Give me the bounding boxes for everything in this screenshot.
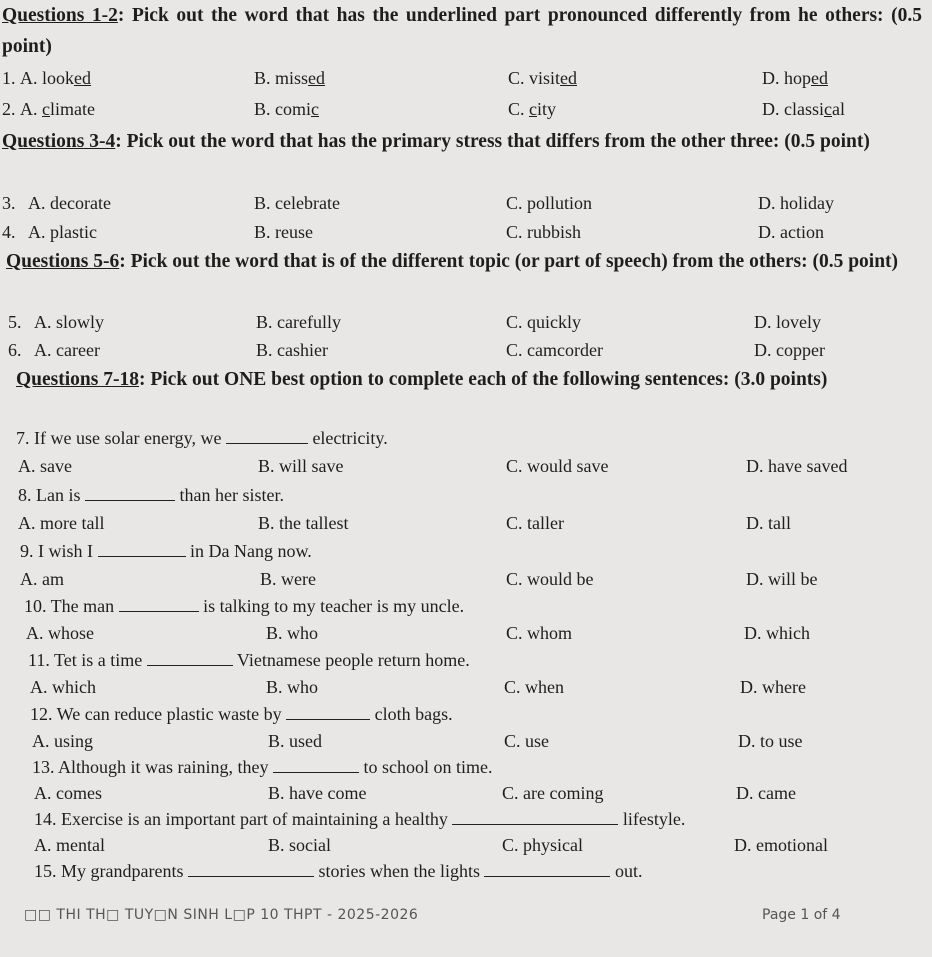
option-a: A. plastic bbox=[28, 222, 97, 242]
option-d: D. classical bbox=[762, 99, 845, 119]
option-a: A. career bbox=[34, 340, 100, 360]
option-b: B. comic bbox=[254, 99, 319, 119]
option-a: A. decorate bbox=[28, 193, 111, 213]
section-3-instructions: Questions 5-6: Pick out the word that is of the different topic (or part of speech) from the others: (0.5 point) bbox=[6, 251, 899, 272]
option-b: B. social bbox=[268, 835, 331, 855]
option-b: B. who bbox=[266, 623, 319, 643]
question-11-options bbox=[0, 673, 932, 701]
option-c: C. when bbox=[504, 677, 564, 697]
question-8-options bbox=[0, 509, 932, 537]
question-14-options bbox=[0, 831, 932, 859]
option-b: B. the tallest bbox=[258, 513, 349, 533]
option-d: D. which bbox=[744, 623, 810, 643]
question-11-stem: 11. Tet is a time Vietnamese people return home. bbox=[28, 650, 470, 670]
option-b: B. were bbox=[260, 569, 316, 589]
option-c: C. pollution bbox=[506, 193, 593, 213]
option-c: C. would be bbox=[506, 569, 594, 589]
question-10-options bbox=[0, 619, 932, 647]
section-heading: Questions 1-2 bbox=[2, 5, 118, 26]
option-c: C. would save bbox=[506, 456, 609, 476]
option-c: C. visited bbox=[508, 68, 578, 88]
question-7-stem: 7. If we use solar energy, we electricity. bbox=[16, 428, 388, 448]
section-4-instructions: Questions 7-18: Pick out ONE best option to complete each of the following sentences: (3.0 points) bbox=[16, 369, 828, 390]
option-a: A. more tall bbox=[18, 513, 105, 533]
option-c: C. physical bbox=[502, 835, 583, 855]
question-1: 1. A. looked B. missed C. visited D. hoped bbox=[0, 64, 932, 92]
option-c: C. camcorder bbox=[506, 340, 603, 360]
option-a: A. slowly bbox=[34, 312, 105, 332]
question-15-stem: 15. My grandparents stories when the lights out. bbox=[34, 861, 643, 881]
option-b: B. used bbox=[268, 731, 322, 751]
question-5: 5. A. slowly B. carefully C. quickly D. lovely bbox=[0, 308, 932, 336]
option-d: D. emotional bbox=[734, 835, 828, 855]
option-d: D. will be bbox=[746, 569, 818, 589]
option-c: C. whom bbox=[506, 623, 573, 643]
option-b: B. will save bbox=[258, 456, 344, 476]
section-heading: Questions 3-4 bbox=[2, 131, 116, 152]
question-10-stem: 10. The man is talking to my teacher is my uncle. bbox=[24, 596, 465, 616]
option-c: C. taller bbox=[506, 513, 564, 533]
option-b: B. reuse bbox=[254, 222, 313, 242]
option-d: D. came bbox=[736, 783, 796, 803]
option-d: D. action bbox=[758, 222, 824, 242]
option-b: B. missed bbox=[254, 68, 326, 88]
question-4: 4. A. plastic B. reuse C. rubbish D. action bbox=[0, 218, 932, 246]
option-c: C. city bbox=[508, 99, 557, 119]
option-a: A. which bbox=[30, 677, 96, 697]
option-a: A. comes bbox=[34, 783, 102, 803]
section-heading: Questions 5-6 bbox=[6, 251, 120, 272]
option-a: A. am bbox=[20, 569, 64, 589]
question-2: 2. A. climate B. comic C. city D. classical bbox=[0, 95, 932, 123]
option-d: D. copper bbox=[754, 340, 825, 360]
exam-title-footer: □□ THI TH□ TUY□N SINH L□P 10 THPT - 2025-2026 bbox=[24, 907, 419, 923]
page-footer bbox=[14, 903, 914, 931]
option-d: D. have saved bbox=[746, 456, 848, 476]
question-6: 6. A. career B. cashier C. camcorder D. copper bbox=[0, 336, 932, 364]
option-c: C. quickly bbox=[506, 312, 581, 332]
option-d: D. where bbox=[740, 677, 806, 697]
option-d: D. hoped bbox=[762, 68, 828, 88]
option-b: B. carefully bbox=[256, 312, 341, 332]
option-b: B. have come bbox=[268, 783, 367, 803]
option-b: B. celebrate bbox=[254, 193, 340, 213]
option-a: A. looked bbox=[20, 68, 91, 88]
section-heading: Questions 7-18 bbox=[16, 369, 139, 390]
question-7-options bbox=[0, 452, 932, 480]
question-12-options bbox=[0, 727, 932, 755]
option-a: A. climate bbox=[20, 99, 95, 119]
question-9-stem: 9. I wish I in Da Nang now. bbox=[20, 541, 312, 561]
question-13-options bbox=[0, 779, 932, 807]
option-d: D. holiday bbox=[758, 193, 834, 213]
option-b: B. who bbox=[266, 677, 319, 697]
option-c: C. rubbish bbox=[506, 222, 582, 242]
option-d: D. tall bbox=[746, 513, 791, 533]
option-b: B. cashier bbox=[256, 340, 328, 360]
option-d: D. to use bbox=[738, 731, 803, 751]
option-c: C. are coming bbox=[502, 783, 604, 803]
option-a: A. using bbox=[32, 731, 94, 751]
question-9-options bbox=[0, 565, 932, 593]
page-number: Page 1 of 4 bbox=[762, 907, 841, 923]
question-14-stem: 14. Exercise is an important part of maintaining a healthy lifestyle. bbox=[34, 809, 686, 829]
question-12-stem: 12. We can reduce plastic waste by cloth bags. bbox=[30, 704, 453, 724]
option-c: C. use bbox=[504, 731, 549, 751]
question-3: 3. A. decorate B. celebrate C. pollution D. holiday bbox=[0, 189, 932, 217]
option-d: D. lovely bbox=[754, 312, 821, 332]
option-a: A. mental bbox=[34, 835, 105, 855]
section-1-instructions: Questions 1-2: Pick out the word that has the underlined part pronounced differently from he others: (0.5 point) bbox=[2, 5, 922, 57]
section-2-instructions: Questions 3-4: Pick out the word that has the primary stress that differs from the other three: (0.5 point) bbox=[2, 131, 870, 152]
question-8-stem: 8. Lan is than her sister. bbox=[18, 485, 284, 505]
option-a: A. whose bbox=[26, 623, 94, 643]
option-a: A. save bbox=[18, 456, 72, 476]
question-13-stem: 13. Although it was raining, they to school on time. bbox=[32, 757, 493, 777]
